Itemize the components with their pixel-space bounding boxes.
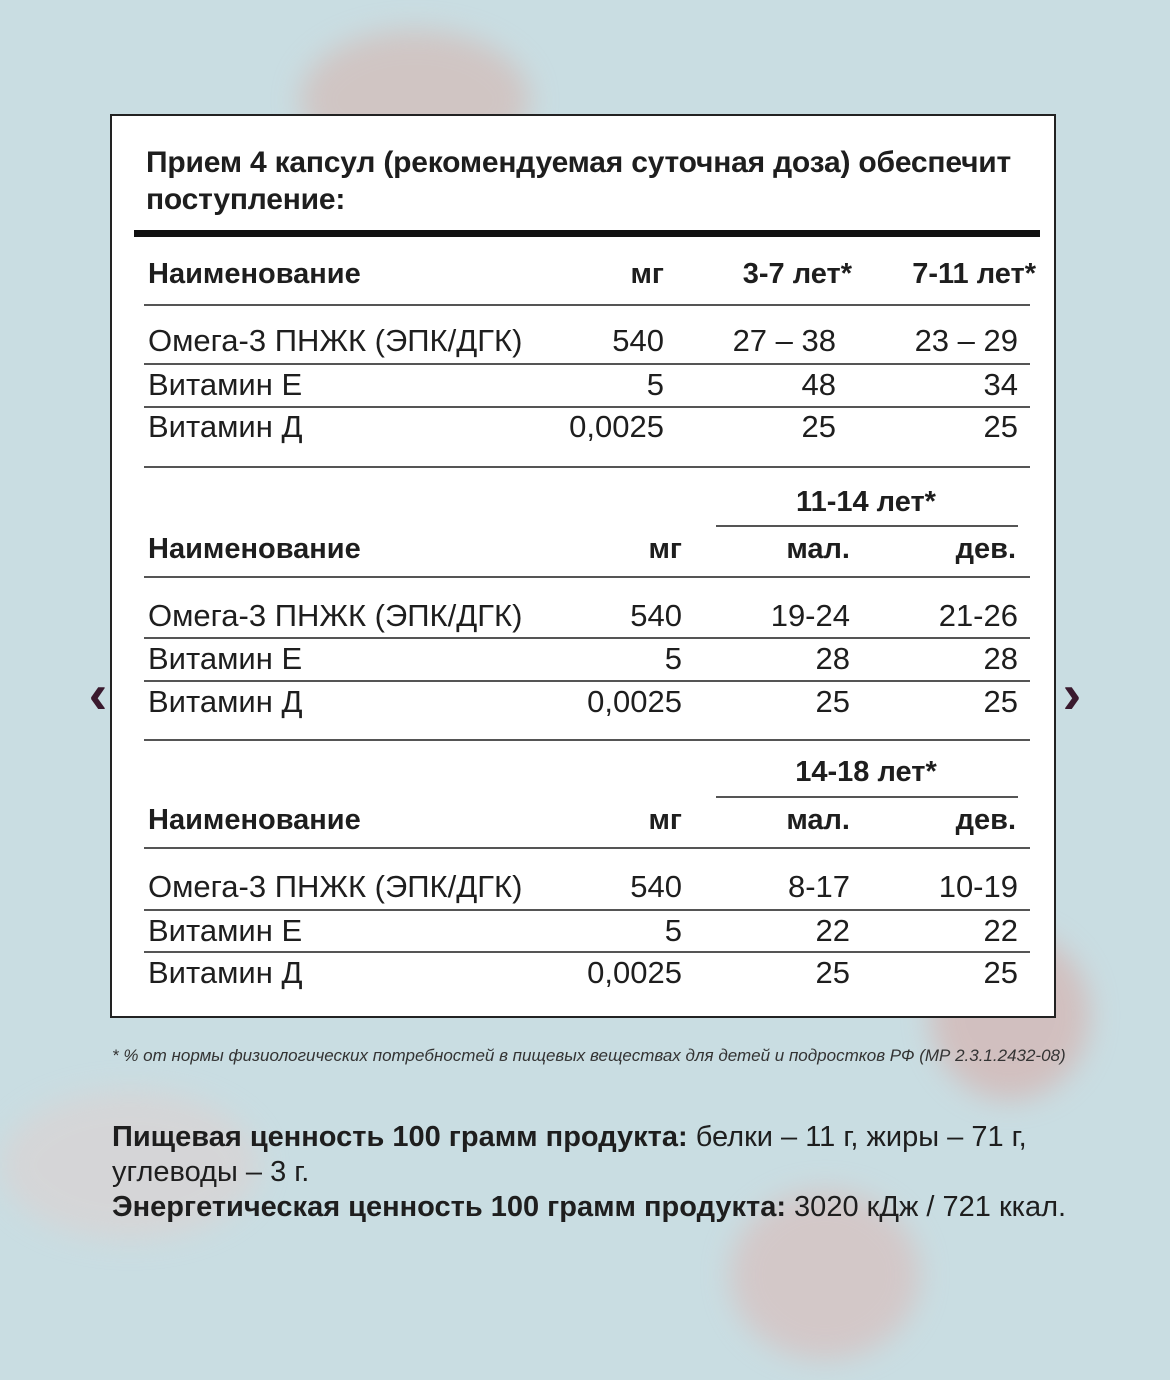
row-value: 25 — [983, 409, 1018, 444]
row-name: Витамин Е — [148, 367, 303, 402]
header-mg: мг — [648, 533, 682, 565]
table-header — [148, 253, 1036, 295]
energy-label: Энергетическая ценность 100 грамм продукта: — [112, 1191, 786, 1223]
row-mg: 5 — [664, 641, 682, 676]
row-value: 27 – 38 — [732, 323, 836, 358]
header-name: Наименование — [148, 804, 361, 836]
row-name: Омега-3 ПНЖК (ЭПК/ДГК) — [148, 869, 523, 904]
table-header — [148, 528, 1032, 570]
header-boys: мал. — [786, 533, 850, 565]
row-divider — [144, 576, 1030, 578]
header-girls: дев. — [955, 804, 1016, 836]
title-divider — [134, 230, 1040, 237]
age-group-underline — [716, 525, 1018, 527]
row-value: 23 – 29 — [914, 323, 1018, 358]
row-value: 21-26 — [938, 598, 1018, 633]
row-mg: 0,0025 — [587, 955, 682, 990]
header-mg: мг — [630, 258, 664, 290]
row-value: 25 — [815, 955, 850, 990]
table-row — [148, 952, 1032, 994]
card-title: Прием 4 капсул (рекомендуемая суточная доза) обеспечит поступление: — [146, 146, 1012, 216]
row-value: 34 — [983, 367, 1018, 402]
header-boys: мал. — [786, 804, 850, 836]
row-mg: 540 — [630, 598, 682, 633]
row-name: Витамин Е — [148, 913, 303, 948]
row-value: 25 — [983, 955, 1018, 990]
header-girls: дев. — [955, 533, 1016, 565]
row-name: Витамин Д — [148, 955, 303, 990]
row-name: Витамин Д — [148, 684, 303, 719]
header-name: Наименование — [148, 533, 361, 565]
row-value: 19-24 — [770, 598, 850, 633]
prev-slide-chevron-left-icon[interactable]: ‹ — [88, 662, 108, 725]
row-value: 25 — [815, 684, 850, 719]
row-value: 8-17 — [787, 869, 850, 904]
section-divider — [144, 739, 1030, 741]
row-mg: 5 — [646, 367, 664, 402]
row-name: Витамин Е — [148, 641, 303, 676]
table-row — [148, 364, 1032, 406]
row-value: 48 — [801, 367, 836, 402]
header-age-7-11: 7-11 лет* — [912, 258, 1036, 290]
row-value: 10-19 — [938, 869, 1018, 904]
row-mg: 540 — [630, 869, 682, 904]
row-mg: 540 — [612, 323, 664, 358]
row-value: 22 — [983, 913, 1018, 948]
table-row — [148, 406, 1032, 448]
row-value: 22 — [815, 913, 850, 948]
age-group-underline — [716, 796, 1018, 798]
footnote: * % от нормы физиологических потребностей в пищевых веществах для детей и подростков РФ (МР 2.3.1.2432-08) — [112, 1046, 1066, 1065]
table-header — [148, 799, 1032, 841]
dosage-card — [110, 114, 1056, 1018]
header-age-3-7: 3-7 лет* — [742, 258, 852, 290]
age-group-label: 14-18 лет* — [795, 756, 937, 788]
row-value: 28 — [983, 641, 1018, 676]
row-mg: 0,0025 — [569, 409, 664, 444]
nutrition-info — [112, 1120, 1072, 1225]
nutrition-value: белки – 11 г, жиры – 71 г, углеводы – 3 г. — [112, 1121, 1027, 1188]
table-row — [148, 910, 1032, 952]
row-value: 28 — [815, 641, 850, 676]
header-name: Наименование — [148, 258, 361, 290]
table-row — [148, 681, 1032, 723]
row-mg: 0,0025 — [587, 684, 682, 719]
row-name: Омега-3 ПНЖК (ЭПК/ДГК) — [148, 598, 523, 633]
row-value: 25 — [983, 684, 1018, 719]
age-group-label: 11-14 лет* — [796, 486, 936, 518]
row-mg: 5 — [664, 913, 682, 948]
table-row — [148, 638, 1032, 680]
table-row — [148, 595, 1032, 637]
nutrition-label: Пищевая ценность 100 грамм продукта: — [112, 1121, 688, 1153]
row-value: 25 — [801, 409, 836, 444]
row-name: Витамин Д — [148, 409, 303, 444]
energy-value: 3020 кДж / 721 ккал. — [786, 1191, 1067, 1223]
header-mg: мг — [648, 804, 682, 836]
table-row — [148, 320, 1032, 362]
row-name: Омега-3 ПНЖК (ЭПК/ДГК) — [148, 323, 523, 358]
next-slide-chevron-right-icon[interactable]: › — [1062, 662, 1082, 725]
row-divider — [144, 847, 1030, 849]
table-row — [148, 866, 1032, 908]
section-divider — [144, 466, 1030, 468]
row-divider — [144, 304, 1030, 306]
